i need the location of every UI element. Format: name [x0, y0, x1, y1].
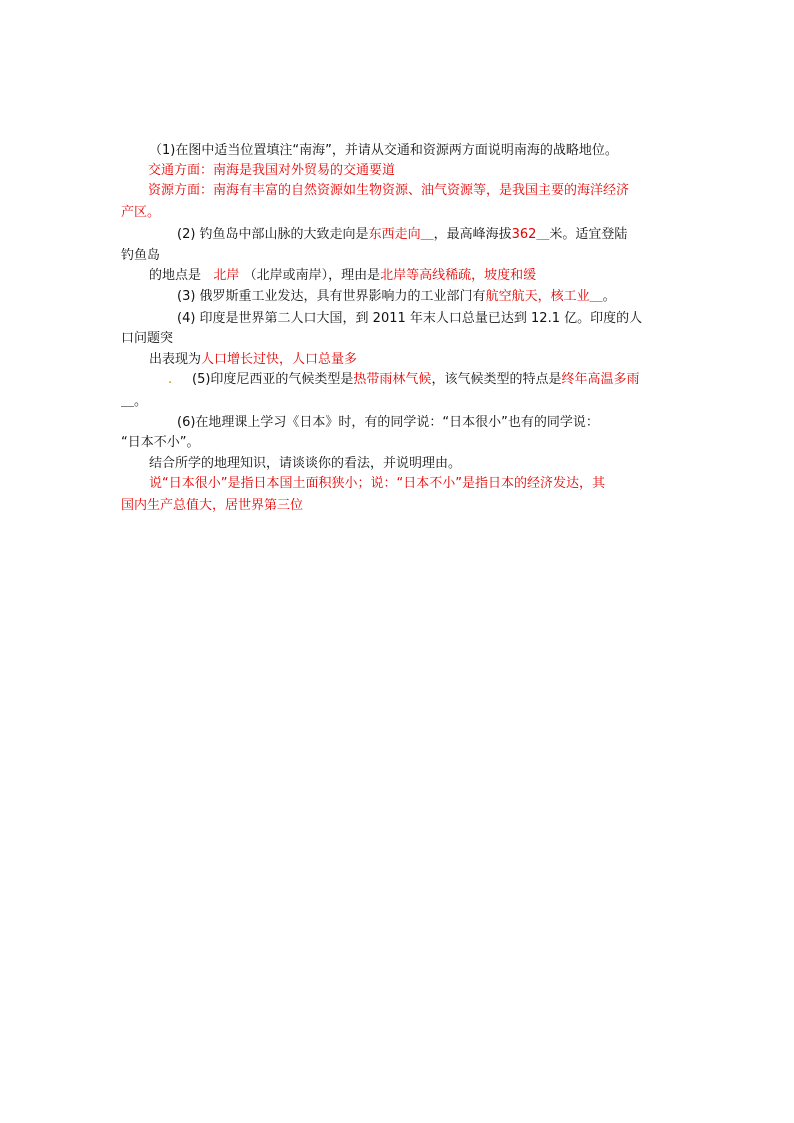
q2-direction-answer: 东西走向＿ [368, 227, 434, 242]
q5-marker: . [168, 372, 173, 387]
q1-resource-answer: 南海有丰富的自然资源如生物资源、油气资源等，是我国主要的海洋经济 [213, 183, 630, 198]
q2-post: 米。适宜登陆 [549, 227, 628, 242]
q2-line-3 [149, 267, 536, 285]
q1-resource-line [148, 182, 629, 200]
q1-transport-label: 交通方面： [148, 163, 214, 178]
q1-transport-line [148, 162, 395, 180]
q1-transport-answer: 南海是我国对外贸易的交通要道 [213, 163, 396, 178]
q5-feature-answer: 终年高温多雨 [561, 372, 640, 387]
q4-line-2: 口问题突 [121, 331, 174, 346]
q4-line-1: (4) 印度是世界第二人口大国，到 2011 年末人口总量已达到 12.1 亿。印度的人 [177, 311, 643, 326]
q2-altitude-answer: 362＿ [511, 227, 550, 242]
q4-answer: 人口增长过快，人口总量多 [201, 352, 358, 367]
q6-answer-2: 国内生产总值大，居世界第三位 [121, 498, 304, 513]
q2-pre: (2) 钓鱼岛中部山脉的大致走向是 [177, 227, 369, 242]
q5-line-2: ＿。 [121, 394, 148, 409]
q3-answer: 航空航天，核工业＿ [485, 289, 603, 304]
q5-mid: ，该气候类型的特点是 [431, 372, 562, 387]
q6-line-1: (6)在地理课上学习《日本》时，有的同学说：“日本很小”也有的同学说： [177, 415, 599, 430]
q2-line-2: 钓鱼岛 [121, 248, 161, 263]
q6-line-3: 结合所学的地理知识，请谈谈你的看法，并说明理由。 [149, 456, 462, 471]
q5-climate-answer: 热带雨林气候 [353, 372, 432, 387]
q1-resource-label: 资源方面： [148, 183, 214, 198]
q1-resource-answer-cont: 产区。 [121, 205, 161, 220]
q4-line-3 [149, 351, 357, 369]
q3-pre: (3) 俄罗斯重工业发达，具有世界影响力的工业部门有 [177, 289, 486, 304]
q4-pre: 出表现为 [149, 352, 202, 367]
q3-post: 。 [602, 289, 616, 304]
q3-line [177, 288, 616, 306]
q6-line-2: “日本不小”。 [121, 435, 200, 450]
q5-line-1 [192, 371, 639, 389]
q2-landing-pre: 的地点是 [149, 268, 202, 283]
q2-landing-answer: 北岸 [213, 268, 240, 283]
q2-reason-answer: 北岸等高线稀疏，坡度和缓 [380, 268, 537, 283]
q1-prompt: （1)在图中适当位置填注“南海”，并请从交通和资源两方面说明南海的战略地位。 [149, 143, 618, 158]
q5-pre: (5)印度尼西亚的气候类型是 [192, 372, 354, 387]
q2-line-1 [177, 226, 627, 244]
q2-landing-hint: （北岸或南岸），理由是 [243, 268, 381, 283]
q6-answer-1: 说“日本很小”是指日本国土面积狭小；说：“日本不小”是指日本的经济发达，其 [149, 476, 605, 491]
q2-mid: ，最高峰海拔 [433, 227, 512, 242]
